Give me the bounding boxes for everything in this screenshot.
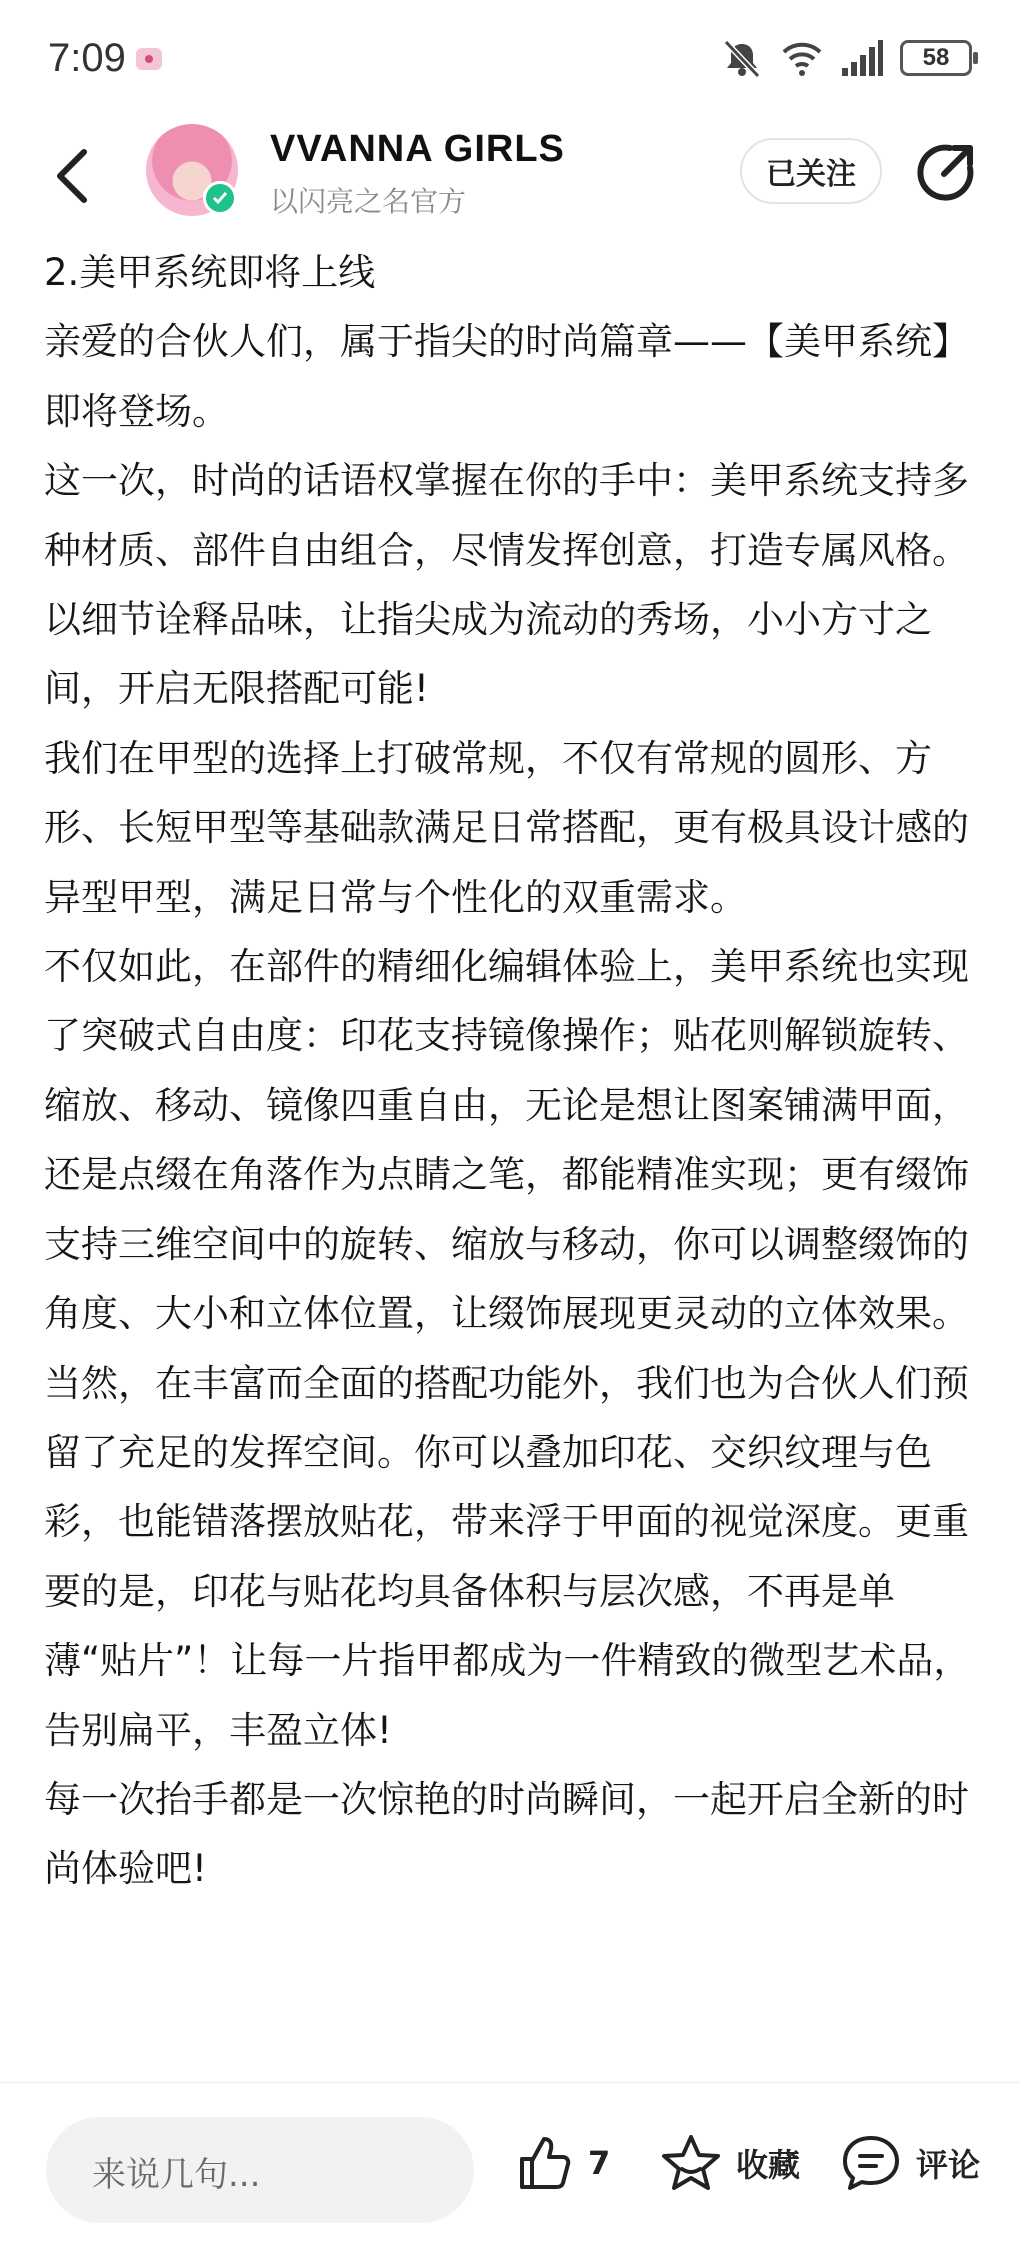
favorite-label: 收藏 bbox=[736, 2146, 801, 2184]
like-button[interactable] bbox=[514, 2133, 610, 2193]
follow-button[interactable]: 已关注 bbox=[740, 138, 882, 204]
favorite-button[interactable] bbox=[660, 2133, 800, 2193]
comment-bubble-icon bbox=[840, 2133, 902, 2193]
wifi-icon bbox=[780, 38, 824, 78]
notification-dot-icon bbox=[136, 48, 162, 70]
article-paragraph: 这一次，时尚的话语权掌握在你的手中：美甲系统支持多种材质、部件自由组合，尽情发挥创意，打造专属风格。以细节诠释品味，让指尖成为流动的秀场，小小方寸之间，开启无限搭配可能! bbox=[44, 459, 969, 711]
favorite-star-icon bbox=[660, 2133, 722, 2193]
like-thumb-icon bbox=[514, 2133, 574, 2193]
article-paragraph: 每一次抬手都是一次惊艳的时尚瞬间，一起开启全新的时尚体验吧! bbox=[44, 1777, 969, 1891]
like-count: 7 bbox=[588, 2144, 611, 2182]
article-heading: 2.美甲系统即将上线 bbox=[44, 251, 376, 294]
comment-label: 评论 bbox=[916, 2146, 981, 2184]
back-arrow-icon[interactable] bbox=[48, 146, 98, 206]
status-icons bbox=[720, 38, 972, 78]
article-paragraph: 我们在甲型的选择上打破常规，不仅有常规的圆形、方形、长短甲型等基础款满足日常搭配，更有极具设计感的异型甲型，满足日常与个性化的双重需求。 bbox=[44, 736, 969, 919]
comment-input[interactable] bbox=[46, 2117, 474, 2223]
share-icon[interactable] bbox=[914, 142, 976, 204]
status-bar bbox=[0, 0, 1020, 120]
mute-bell-icon bbox=[720, 38, 764, 78]
article-paragraph: 亲爱的合伙人们，属于指尖的时尚篇章——【美甲系统】即将登场。 bbox=[44, 320, 969, 433]
status-time: 7:09 bbox=[48, 36, 126, 80]
verified-badge-icon bbox=[203, 181, 237, 215]
signal-icon bbox=[840, 38, 884, 78]
bottom-action-bar bbox=[0, 2082, 1020, 2251]
article-paragraph: 不仅如此，在部件的精细化编辑体验上，美甲系统也实现了突破式自由度：印花支持镜像操作；贴花则解锁旋转、缩放、移动、镜像四重自由，无论是想让图案铺满甲面，还是点缀在角落作为点睛之笔，都能精准实现；更有缀饰支持三维空间中的旋转、缩放与移动，你可以调整缀饰的角度、大小和立体位置，让缀饰展现更灵动的立体效果。 bbox=[44, 945, 969, 1336]
battery-icon: 58 bbox=[900, 40, 972, 76]
account-subtitle: 以闪亮之名官方 bbox=[270, 185, 467, 218]
account-name[interactable]: VVANNA GIRLS bbox=[270, 128, 565, 170]
article-body bbox=[44, 238, 984, 2078]
article-paragraph: 当然，在丰富而全面的搭配功能外，我们也为合伙人们预留了充足的发挥空间。你可以叠加印花、交织纹理与色彩，也能错落摆放贴花，带来浮于甲面的视觉深度。更重要的是，印花与贴花均具备体积与层次感，不再是单薄“贴片”！让每一片指甲都成为一件精致的微型艺术品，告别扁平，丰盈立体! bbox=[44, 1361, 971, 1752]
comment-placeholder: 来说几句... bbox=[92, 2155, 261, 2195]
post-header bbox=[0, 120, 1020, 240]
comment-button[interactable] bbox=[840, 2133, 980, 2193]
